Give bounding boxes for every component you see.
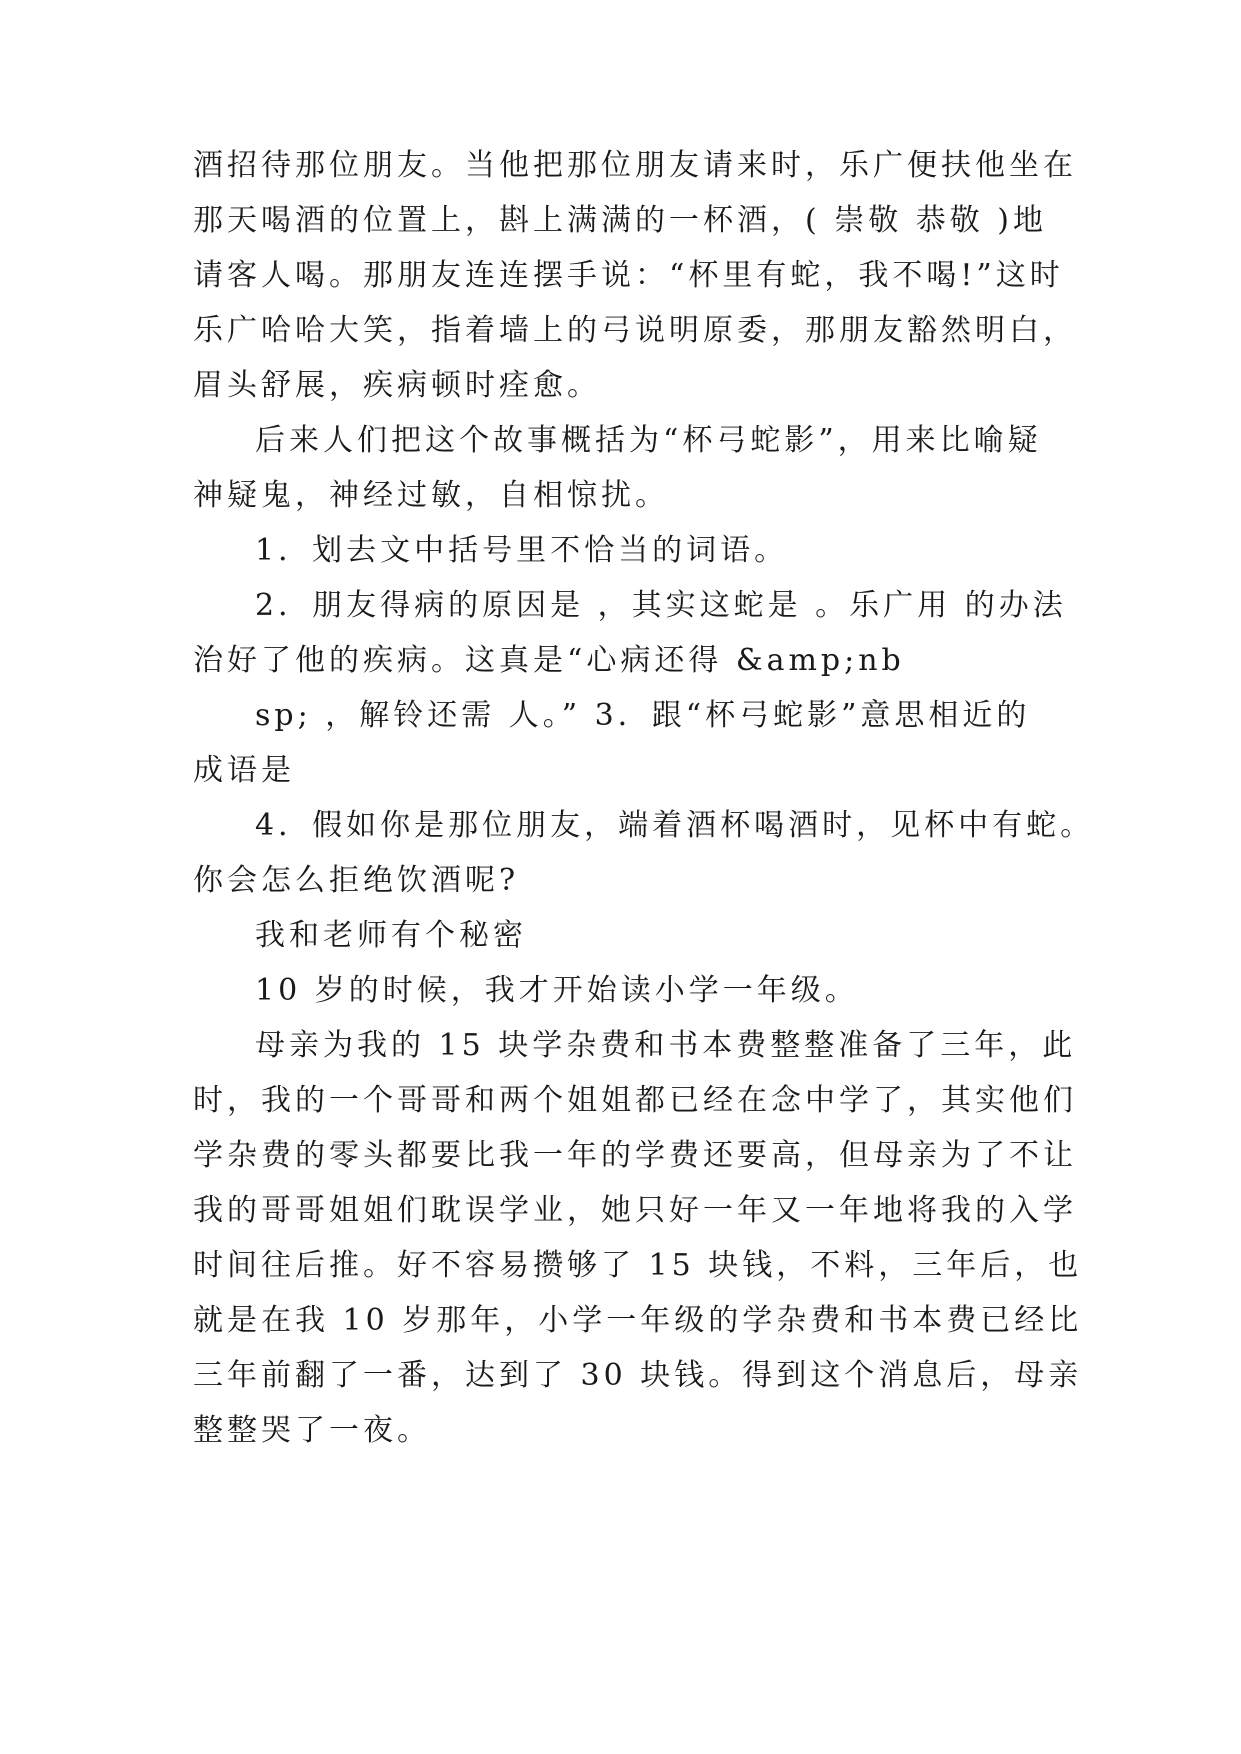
- text-line: 酒招待那位朋友。当他把那位朋友请来时，乐广便扶他坐在: [193, 148, 1077, 183]
- text-line: 三年前翻了一番，达到了 30 块钱。得到这个消息后，母亲: [193, 1358, 1083, 1393]
- text-line: 10 岁的时候，我才开始读小学一年级。: [255, 973, 859, 1008]
- text-line: 请客人喝。那朋友连连摆手说：“杯里有蛇，我不喝!”这时: [193, 258, 1064, 293]
- text-line: 就是在我 10 岁那年，小学一年级的学杂费和书本费已经比: [193, 1303, 1083, 1338]
- text-line: 那天喝酒的位置上，斟上满满的一杯酒，( 崇敬 恭敬 )地: [193, 203, 1048, 238]
- text-line: 成语是: [193, 753, 295, 788]
- text-line: 时，我的一个哥哥和两个姐姐都已经在念中学了，其实他们: [193, 1083, 1077, 1118]
- text-line: 我的哥哥姐姐们耽误学业，她只好一年又一年地将我的入学: [193, 1193, 1077, 1228]
- story-title: 我和老师有个秘密: [255, 918, 527, 953]
- text-line: 神疑鬼，神经过敏，自相惊扰。: [193, 478, 669, 513]
- text-line: 乐广哈哈大笑，指着墙上的弓说明原委，那朋友豁然明白，: [193, 313, 1077, 348]
- text-line: 整整哭了一夜。: [193, 1413, 431, 1448]
- text-line: 学杂费的零头都要比我一年的学费还要高，但母亲为了不让: [193, 1138, 1077, 1173]
- question-3: sp; ，解铃还需 人。” 3．跟“杯弓蛇影”意思相近的: [255, 698, 1031, 733]
- text-line: 母亲为我的 15 块学杂费和书本费整整准备了三年，此: [255, 1028, 1077, 1063]
- question-1: 1．划去文中括号里不恰当的词语。: [255, 533, 789, 568]
- question-4: 4．假如你是那位朋友，端着酒杯喝酒时，见杯中有蛇。: [255, 808, 1095, 843]
- text-line: 后来人们把这个故事概括为“杯弓蛇影”，用来比喻疑: [255, 423, 1042, 458]
- text-line: 眉头舒展，疾病顿时痊愈。: [193, 368, 601, 403]
- text-line: 你会怎么拒绝饮酒呢?: [193, 863, 520, 898]
- text-line: 治好了他的疾病。这真是“心病还得 &amp;nb: [193, 643, 905, 678]
- question-2: 2．朋友得病的原因是 ，其实这蛇是 。乐广用 的办法: [255, 588, 1067, 623]
- text-line: 时间往后推。好不容易攒够了 15 块钱，不料，三年后，也: [193, 1248, 1083, 1283]
